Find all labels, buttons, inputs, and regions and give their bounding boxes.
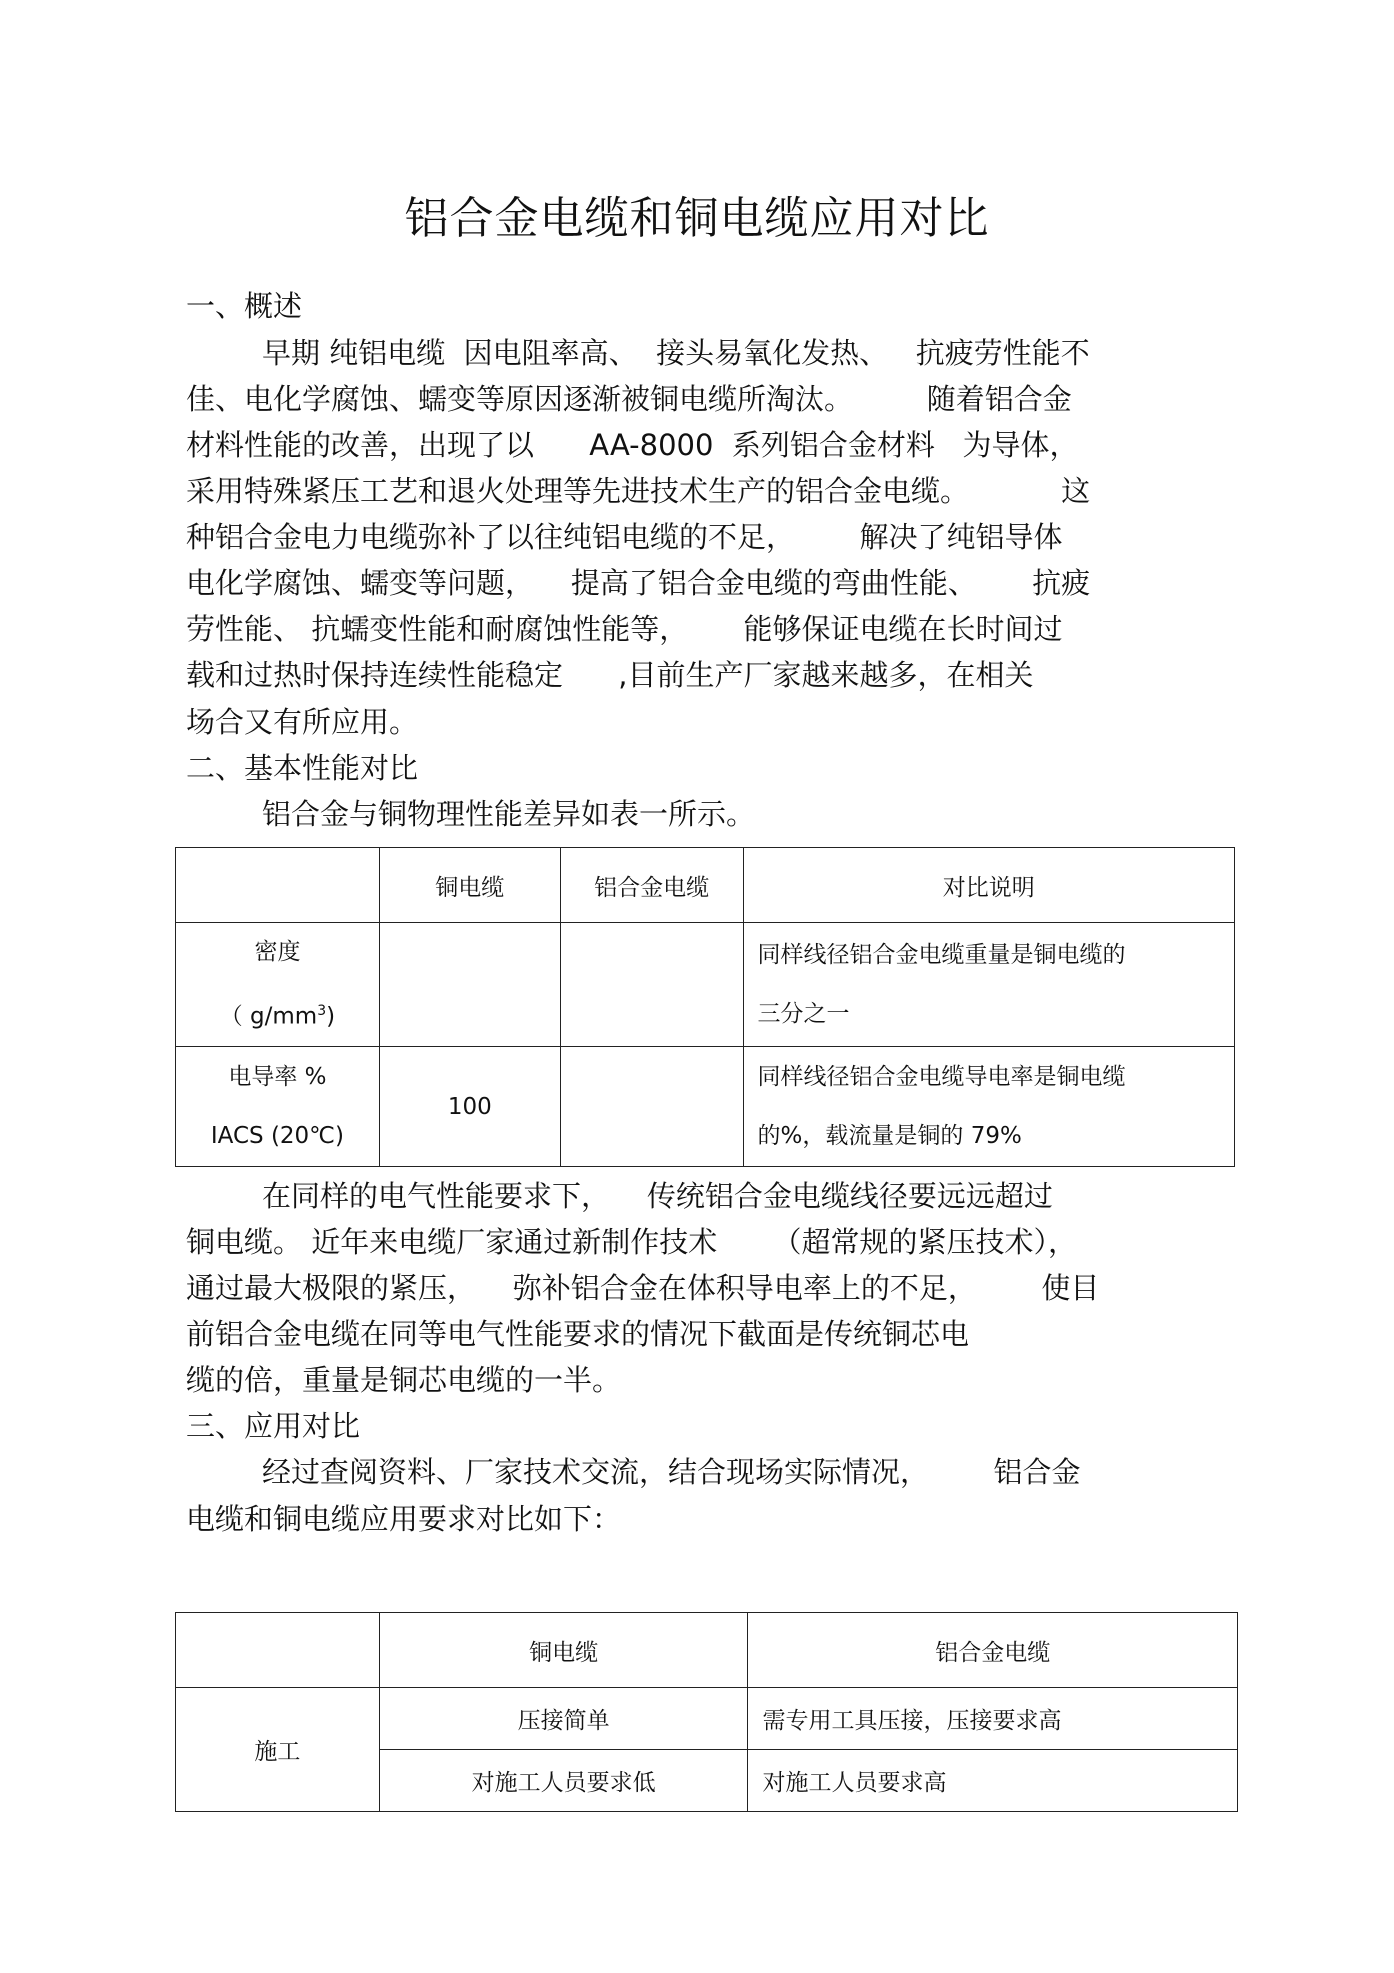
cell-text: 同样线径铝合金电缆导电率是铜电缆 [757,1064,1126,1090]
table-header-cell: 铜电缆 [379,848,560,923]
unit-text: ) [326,1003,336,1030]
table-header-cell: 铝合金电缆 [748,1613,1238,1688]
table-cell-copper: 压接简单 [379,1688,748,1750]
table-cell-label [176,1047,380,1167]
cell-text: 同样线径铝合金电缆重量是铜电缆的 [757,942,1126,968]
section-heading-basic-performance: 二、基本性能对比 [186,751,419,785]
table-cell-group-label: 施工 [176,1688,380,1812]
property-comparison-table [175,847,1235,1167]
unit-text: （ g/mm [219,1003,318,1030]
paragraph-line: 在同样的电气性能要求下， 传统铝合金电缆线径要远远超过 [262,1179,1053,1213]
paragraph-line: 早期 纯铝电缆 因电阻率高、 接头易氧化发热、 抗疲劳性能不 [262,336,1090,370]
section-heading-overview: 一、概述 [186,289,303,323]
paragraph-line: 载和过热时保持连续性能稳定 ,目前生产厂家越来越多，在相关 [186,658,1034,692]
section-heading-application: 三、应用对比 [186,1409,361,1443]
cell-text: 电导率 % [228,1064,327,1090]
table-cell-label [176,923,380,1047]
table-cell-alloy: 需专用工具压接，压接要求高 [748,1688,1238,1750]
table-cell-copper [379,923,560,1047]
cell-text: IACS (20℃) [210,1123,344,1149]
table-cell-note [743,923,1234,1047]
paragraph-line: 铝合金与铜物理性能差异如表一所示。 [262,797,756,831]
paragraph-line: 前铝合金电缆在同等电气性能要求的情况下截面是传统铜芯电 [186,1317,970,1351]
paragraph-line: 通过最大极限的紧压， 弥补铝合金在体积导电率上的不足， 使目 [186,1271,1100,1305]
table-header-cell: 铝合金电缆 [560,848,743,923]
table-row-density [176,923,1235,1047]
table-cell-alloy [560,1047,743,1167]
table-header-cell: 对比说明 [743,848,1234,923]
table-cell-alloy [560,923,743,1047]
document-title: 铝合金电缆和铜电缆应用对比 [404,193,990,244]
table-header-cell [176,848,380,923]
application-comparison-table [175,1612,1238,1812]
paragraph-line: 佳、电化学腐蚀、蠕变等原因逐渐被铜电缆所淘汰。 随着铝合金 [186,382,1072,416]
paragraph-line: 缆的倍，重量是铜芯电缆的一半。 [186,1363,622,1397]
paragraph-line: 电缆和铜电缆应用要求对比如下： [186,1502,622,1536]
paragraph-line: 材料性能的改善，出现了以 AA-8000 系列铝合金材料 为导体， [186,428,1079,462]
table-cell-alloy: 对施工人员要求高 [748,1750,1238,1812]
paragraph-line: 种铝合金电力电缆弥补了以往纯铝电缆的不足， 解决了纯铝导体 [186,520,1063,554]
cell-text-unit [190,996,365,1032]
cell-text: 密度 [254,939,301,966]
paragraph-line: 劳性能、 抗蠕变性能和耐腐蚀性能等， 能够保证电缆在长时间过 [186,612,1063,646]
paragraph-line: 电化学腐蚀、蠕变等问题， 提高了铝合金电缆的弯曲性能、 抗疲 [186,566,1091,600]
paragraph-line: 经过查阅资料、厂家技术交流，结合现场实际情况， 铝合金 [262,1455,1081,1489]
paragraph-line: 场合又有所应用。 [186,705,419,739]
table-header-cell: 铜电缆 [379,1613,748,1688]
table-header-cell [176,1613,380,1688]
cell-text: 三分之一 [757,1001,850,1027]
paragraph-line: 铜电缆。 近年来电缆厂家通过新制作技术 （超常规的紧压技术）， [186,1225,1078,1259]
table-header-row [176,848,1235,923]
table-row [176,1688,1238,1750]
table-cell-note [743,1047,1234,1167]
paragraph-line: 采用特殊紧压工艺和退火处理等先进技术生产的铝合金电缆。 这 [186,474,1091,508]
table-header-row [176,1613,1238,1688]
table-cell-copper: 100 [379,1047,560,1167]
unit-superscript: 3 [317,1003,327,1020]
table-row-conductivity [176,1047,1235,1167]
table-cell-copper: 对施工人员要求低 [379,1750,748,1812]
cell-text: 的%，载流量是铜的 79% [757,1123,1022,1149]
